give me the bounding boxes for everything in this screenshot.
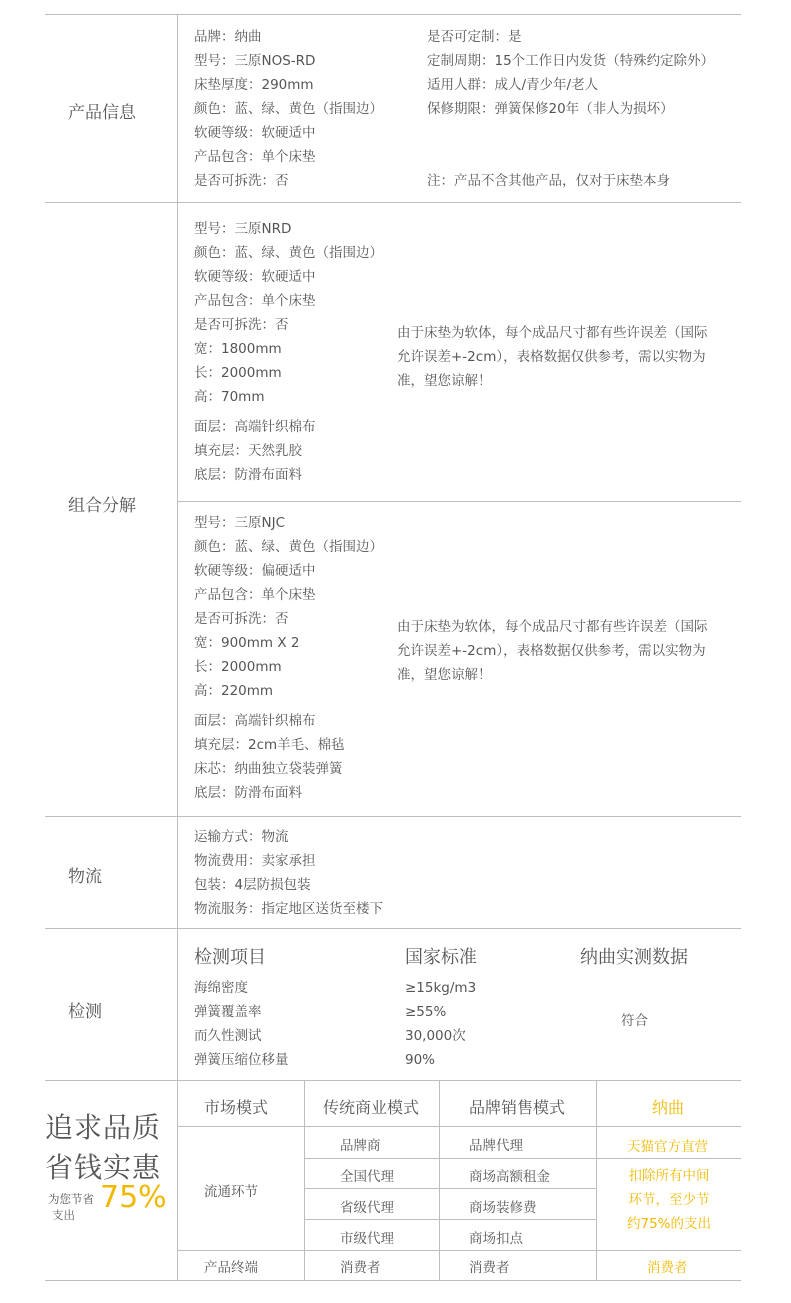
divider-logistics	[45, 928, 741, 929]
brand-row-1: 品牌代理	[469, 1138, 523, 1154]
section-label-product-info: 产品信息	[68, 103, 136, 123]
label-column-divider	[177, 14, 178, 1080]
compare-row-1-bottom	[304, 1158, 596, 1159]
logistics-item-1: 运输方式：物流	[194, 829, 289, 845]
testing-header-result: 纳曲实测数据	[580, 947, 688, 968]
naqu-block-line-2: 环节，至少节	[628, 1192, 710, 1208]
info-left-3: 床垫厚度：290mm	[194, 77, 314, 93]
brand-row-2: 商场高额租金	[469, 1169, 550, 1185]
part2-layer-3: 床芯：纳曲独立袋装弹簧	[194, 761, 343, 777]
part1-layer-3: 底层：防滑布面料	[194, 467, 302, 483]
part2-layer-2: 填充层：2cm羊毛、棉毡	[194, 737, 345, 753]
naqu-block-line-3: 约75%的支出	[626, 1216, 711, 1232]
slogan-line-1: 追求品质	[45, 1111, 162, 1144]
testing-header-standard: 国家标准	[405, 947, 477, 968]
part1-spec-2: 颜色：蓝、绿、黄色（指围边）	[194, 245, 383, 261]
part1-spec-8: 高：70mm	[194, 389, 265, 405]
slogan-percent: 75%	[100, 1180, 167, 1215]
testing-item-3: 而久性测试	[194, 1028, 262, 1044]
divider-composition-parts	[177, 501, 741, 502]
compare-header-naqu: 纳曲	[652, 1098, 685, 1117]
compare-channel-label: 流通环节	[204, 1184, 258, 1200]
logistics-item-3: 包装：4层防损包装	[194, 877, 311, 893]
part2-spec-1: 型号：三原NJC	[194, 515, 286, 531]
testing-standard-3: 30,000次	[405, 1028, 466, 1044]
compare-row-3-bottom	[304, 1219, 596, 1220]
part1-layer-2: 填充层：天然乳胶	[194, 443, 302, 459]
section-label-composition: 组合分解	[68, 496, 136, 516]
testing-standard-2: ≥55%	[405, 1004, 447, 1020]
compare-row-1-bottom-naqu	[596, 1158, 741, 1159]
compare-row-2-bottom	[304, 1188, 596, 1189]
part1-spec-7: 长：2000mm	[194, 365, 282, 381]
info-left-5: 软硬等级：软硬适中	[194, 125, 316, 141]
naqu-block-line-1: 扣除所有中间	[628, 1168, 710, 1184]
part2-spec-7: 长：2000mm	[194, 659, 282, 675]
slogan-small-2: 支出	[52, 1208, 75, 1222]
section-label-testing: 检测	[68, 1002, 102, 1022]
part2-spec-6: 宽：900mm X 2	[194, 635, 300, 651]
part2-note: 由于床垫为软体，每个成品尺寸都有些许误差（国际允许误差+-2cm），表格数据仅供参考，需以实物为准，望您谅解！	[397, 619, 708, 683]
testing-item-1: 海绵密度	[194, 980, 248, 996]
slogan-line-2: 省钱实惠	[45, 1151, 162, 1184]
traditional-row-4: 市级代理	[340, 1231, 394, 1247]
info-left-7: 是否可拆洗：否	[194, 173, 289, 189]
info-left-2: 型号：三原NOS-RD	[194, 53, 316, 69]
traditional-row-2: 全国代理	[340, 1169, 394, 1185]
testing-header-item: 检测项目	[194, 947, 266, 968]
info-left-1: 品牌：纳曲	[194, 29, 262, 45]
part2-spec-2: 颜色：蓝、绿、黄色（指围边）	[194, 539, 383, 555]
part1-spec-6: 宽：1800mm	[194, 341, 282, 357]
part2-spec-3: 软硬等级：偏硬适中	[194, 563, 316, 579]
end-naqu: 消费者	[647, 1260, 688, 1276]
part2-spec-8: 高：220mm	[194, 683, 274, 699]
part2-spec-4: 产品包含：单个床垫	[194, 587, 316, 603]
part1-spec-5: 是否可拆洗：否	[194, 317, 289, 333]
traditional-row-3: 省级代理	[340, 1200, 394, 1216]
brand-row-3: 商场装修费	[469, 1200, 537, 1216]
compare-header-traditional: 传统商业模式	[323, 1098, 420, 1117]
compare-channel-bottom	[177, 1250, 741, 1251]
compare-header-bottom	[177, 1126, 741, 1127]
testing-standard-1: ≥15kg/m3	[405, 980, 477, 996]
compare-header-mode: 市场模式	[204, 1098, 269, 1117]
part2-layer-1: 面层：高端针织棉布	[194, 713, 316, 729]
info-left-6: 产品包含：单个床垫	[194, 149, 316, 165]
brand-row-4: 商场扣点	[469, 1231, 523, 1247]
testing-standard-4: 90%	[405, 1052, 436, 1068]
slogan-small-1: 为您节省	[48, 1192, 94, 1206]
naqu-top: 天猫官方直营	[627, 1139, 708, 1155]
testing-item-2: 弹簧覆盖率	[194, 1004, 262, 1020]
info-right-3: 适用人群：成人/青少年/老人	[427, 77, 599, 93]
end-label: 产品终端	[204, 1260, 258, 1276]
end-brand: 消费者	[469, 1260, 510, 1276]
compare-bottom-border	[45, 1280, 741, 1281]
testing-result: 符合	[621, 1013, 648, 1029]
info-left-4: 颜色：蓝、绿、黄色（指围边）	[194, 101, 383, 117]
divider-composition	[45, 816, 741, 817]
part2-spec-5: 是否可拆洗：否	[194, 611, 289, 627]
end-traditional: 消费者	[340, 1260, 381, 1276]
logistics-item-2: 物流费用：卖家承担	[194, 853, 316, 869]
info-note: 注：产品不含其他产品，仅对于床垫本身	[427, 173, 670, 189]
top-border	[45, 14, 741, 15]
part1-note: 由于床垫为软体，每个成品尺寸都有些许误差（国际允许误差+-2cm），表格数据仅供参考，需以实物为准，望您谅解！	[397, 325, 708, 389]
info-right-4: 保修期限：弹簧保修20年（非人为损坏）	[427, 101, 674, 117]
section-label-logistics: 物流	[68, 867, 102, 887]
testing-item-4: 弹簧压缩位移量	[194, 1052, 289, 1068]
divider-product-info	[45, 202, 741, 203]
part1-layer-1: 面层：高端针织棉布	[194, 419, 316, 435]
info-right-1: 是否可定制：是	[427, 29, 522, 45]
part1-spec-1: 型号：三原NRD	[194, 221, 292, 237]
info-right-2: 定制周期：15个工作日内发货（特殊约定除外）	[427, 53, 715, 69]
compare-header-brand: 品牌销售模式	[469, 1098, 566, 1117]
divider-testing	[45, 1080, 741, 1081]
traditional-row-1: 品牌商	[340, 1138, 381, 1154]
logistics-item-4: 物流服务：指定地区送货至楼下	[194, 901, 383, 917]
naqu-block	[609, 1164, 729, 1236]
part1-spec-4: 产品包含：单个床垫	[194, 293, 316, 309]
part2-layer-4: 底层：防滑布面料	[194, 785, 302, 801]
part1-spec-3: 软硬等级：软硬适中	[194, 269, 316, 285]
